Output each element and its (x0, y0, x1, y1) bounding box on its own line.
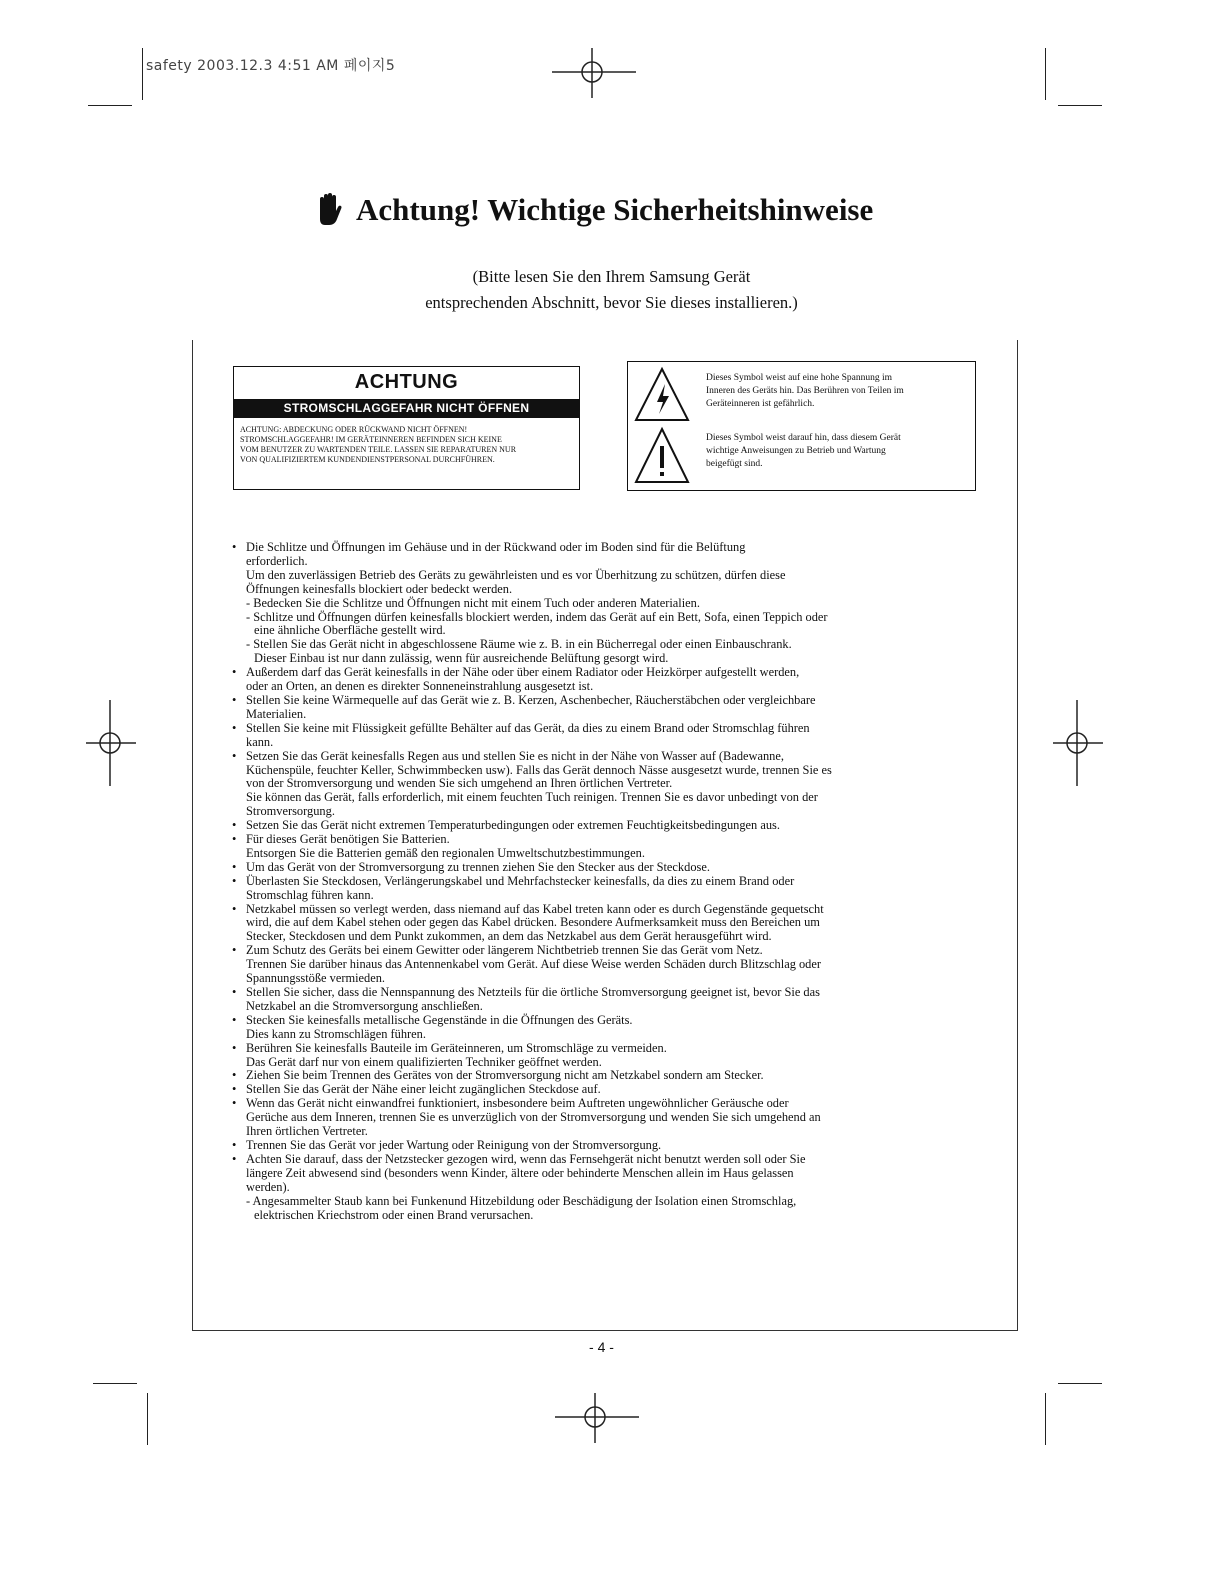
crop-mark (93, 1383, 137, 1384)
info-symbol-text (706, 432, 971, 471)
hand-stop-icon (316, 193, 342, 227)
list-item-line: Stellen Sie sicher, dass die Nennspannung des Netzteils für die örtliche Stromversorgung geeignet ist, bevor Sie das (246, 985, 820, 999)
list-item-line: eine ähnliche Oberfläche gestellt wird. (254, 623, 446, 638)
bullet-icon: • (232, 1151, 237, 1166)
bullet-icon: • (232, 1012, 237, 1027)
symbol-legend-box (627, 361, 976, 491)
list-item-line: Stromschlag führen kann. (246, 887, 374, 902)
registration-mark-icon (555, 1393, 639, 1443)
safety-instructions-list (232, 541, 992, 1222)
list-item-line: - Schlitze und Öffnungen dürfen keinesfalls blockiert werden, indem das Gerät auf ein Bett, Sofa, einen Teppich oder (246, 609, 828, 624)
list-item-line: Die Schlitze und Öffnungen im Gehäuse und in der Rückwand oder im Boden sind für die Belüftung (246, 540, 746, 554)
print-stamp: safety 2003.12.3 4:51 AM 페이지5 (146, 58, 396, 74)
registration-mark-icon (86, 700, 136, 786)
warning-line: VON QUALIFIZIERTEM KUNDENDIENSTPERSONAL DURCHFÜHREN. (240, 455, 495, 464)
list-item-line: Zum Schutz des Geräts bei einem Gewitter oder längerem Nichtbetrieb trennen Sie das Gerät vom Netz. (246, 943, 763, 958)
list-item-line: Stecker, Steckdosen und dem Punkt zukommen, an dem das Netzkabel aus dem Gerät herausgeführt wird. (246, 929, 772, 944)
crop-mark (1058, 1383, 1102, 1384)
list-item (232, 666, 992, 694)
list-item-line: Überlasten Sie Steckdosen, Verlängerungskabel und Mehrfachstecker keinesfalls, da dies zu einem Brand oder (246, 873, 795, 888)
bullet-icon: • (232, 1068, 237, 1083)
bullet-icon: • (232, 985, 237, 999)
bullet-icon: • (232, 692, 237, 707)
frame-bottom (192, 1330, 1018, 1331)
list-item-line: Ziehen Sie beim Trennen des Gerätes von der Stromversorgung nicht am Netzkabel sondern am Stecker. (246, 1068, 764, 1083)
warning-line: VOM BENUTZER ZU WARTENDEN TEILE. LASSEN SIE REPARATUREN NUR (240, 445, 517, 454)
list-item-line: Stellen Sie keine mit Flüssigkeit gefüllte Behälter auf das Gerät, da dies zu einem Brand oder Stromschlag führen (246, 720, 810, 735)
list-item-line: Wenn das Gerät nicht einwandfrei funktioniert, insbesondere beim Auftreten ungewöhnlicher Geräusche oder (246, 1096, 789, 1111)
high-voltage-icon (633, 366, 691, 424)
list-item-line: Spannungsstöße vermieden. (246, 971, 386, 986)
bullet-icon: • (232, 943, 237, 958)
crop-mark (88, 105, 132, 106)
list-item-line: oder an Orten, an denen es direkter Sonneneinstrahlung ausgesetzt ist. (246, 679, 594, 694)
list-item-line: Setzen Sie das Gerät nicht extremen Temperaturbedingungen oder extremen Feuchtigkeitsbedingungen aus. (246, 818, 780, 833)
crop-mark (1045, 1393, 1046, 1445)
list-item-line: von der Stromversorgung und wenden Sie sich umgehend an Ihren örtlichen Vertreter. (246, 776, 673, 791)
list-item-line: kann. (246, 734, 274, 749)
list-item-line: Das Gerät darf nur von einem qualifizierten Techniker geöffnet werden. (246, 1054, 602, 1069)
warning-line: ACHTUNG: ABDECKUNG ODER RÜCKWAND NICHT ÖFFNEN! (240, 425, 468, 434)
warning-body (234, 418, 579, 465)
list-item-line: Öffnungen keinesfalls blockiert oder bedeckt werden. (246, 581, 513, 596)
bullet-icon: • (232, 1082, 237, 1097)
list-item-line: Um den zuverlässigen Betrieb des Geräts zu gewährleisten und es vor Überhitzung zu schützen, dürfen diese (246, 567, 786, 582)
symbol-text-line: Dieses Symbol weist auf eine hohe Spannung im (706, 373, 893, 383)
bullet-icon: • (232, 665, 237, 680)
list-item-line: Dieser Einbau ist nur dann zulässig, wenn für ausreichende Belüftung gesorgt wird. (254, 651, 669, 666)
list-item (232, 1153, 992, 1223)
list-item-line: Außerdem darf das Gerät keinesfalls in der Nähe oder über einem Radiator oder Heizkörper aufgestellt werden, (246, 665, 800, 680)
list-item-line: Netzkabel müssen so verlegt werden, dass niemand auf das Kabel treten kann oder es durch Gegenstände gequetscht (246, 901, 824, 916)
warning-title: ACHTUNG (354, 371, 459, 393)
subtitle-line: entsprechenden Abschnitt, bevor Sie dieses installieren.) (425, 293, 798, 312)
list-item-line: Um das Gerät von der Stromversorgung zu trennen ziehen Sie den Stecker aus der Steckdose. (246, 859, 710, 874)
list-item-line: wird, die auf dem Kabel stehen oder gegen das Kabel drücken. Besondere Aufmerksamkeit muss den Bereichen um (246, 915, 820, 930)
list-item-line: Stellen Sie das Gerät der Nähe einer leicht zugänglichen Steckdose auf. (246, 1082, 601, 1097)
list-item (232, 541, 992, 666)
list-item (232, 944, 992, 986)
list-item-line: - Stellen Sie das Gerät nicht in abgeschlossene Räume wie z. B. in ein Bücherregal oder einen Einbauschrank. (246, 637, 792, 652)
list-item (232, 694, 992, 722)
symbol-text-line: Dieses Symbol weist darauf hin, dass diesem Gerät (706, 433, 901, 443)
bullet-icon: • (232, 1040, 237, 1055)
list-item-line: Stecken Sie keinesfalls metallische Gegenstände in die Öffnungen des Geräts. (246, 1012, 633, 1027)
frame-right (1017, 340, 1018, 1330)
list-item (232, 833, 992, 861)
list-item-line: Gerüche aus dem Inneren, trennen Sie es unverzüglich von der Stromversorgung und wenden Sie sich umgehend an (246, 1110, 821, 1125)
subtitle-line: (Bitte lesen Sie den Ihrem Samsung Gerät (472, 267, 751, 286)
list-item-line: Dies kann zu Stromschlägen führen. (246, 1026, 426, 1041)
crop-mark (147, 1393, 148, 1445)
list-item-line: Stromversorgung. (246, 804, 335, 819)
list-item (232, 1042, 992, 1070)
crop-mark (1058, 105, 1102, 106)
crop-mark (1045, 48, 1046, 100)
list-item (232, 722, 992, 750)
list-item-line: Für dieses Gerät benötigen Sie Batterien. (246, 832, 450, 847)
list-item (232, 819, 992, 833)
list-item-line: Trennen Sie das Gerät vor jeder Wartung oder Reinigung von der Stromversorgung. (246, 1137, 662, 1152)
list-item (232, 1139, 992, 1153)
list-item (232, 986, 992, 1014)
list-item (232, 1097, 992, 1139)
list-item-line: elektrischen Kriechstrom oder einen Brand verursachen. (254, 1207, 534, 1222)
list-item-line: Berühren Sie keinesfalls Bauteile im Geräteinneren, um Stromschläge zu vermeiden. (246, 1040, 667, 1055)
list-item-line: Materialien. (246, 706, 307, 721)
page-number: - 4 - (589, 1339, 614, 1355)
page-title (316, 192, 873, 228)
frame-left (192, 340, 193, 1330)
symbol-text-line: Inneren des Geräts hin. Das Berühren von Teilen im (706, 386, 904, 396)
warning-line: STROMSCHLAGGEFAHR! IM GERÄTEINNEREN BEFINDEN SICH KEINE (240, 435, 502, 444)
bullet-icon: • (232, 873, 237, 888)
list-item-line: Entsorgen Sie die Batterien gemäß den regionalen Umweltschutzbestimmungen. (246, 845, 645, 860)
voltage-symbol-text (706, 372, 971, 411)
list-item-line: Netzkabel an die Stromversorgung anschließen. (246, 998, 483, 1013)
list-item-line: Achten Sie darauf, dass der Netzstecker gezogen wird, wenn das Fernsehgerät nicht benutzt werden soll oder Sie (246, 1151, 806, 1166)
list-item (232, 1069, 992, 1083)
subtitle (0, 264, 1223, 316)
list-item (232, 903, 992, 945)
list-item-line: Küchenspüle, feuchter Keller, Schwimmbecken usw). Falls das Gerät dennoch Nässe ausgesetzt wurde, trennen Sie es (246, 762, 832, 777)
list-item-line: - Angesammelter Staub kann bei Funkenund Hitzebildung oder Beschädigung der Isolation einen Stromschlag, (246, 1193, 797, 1208)
list-item (232, 861, 992, 875)
bullet-icon: • (232, 832, 237, 847)
exclamation-warning-icon (633, 426, 691, 486)
list-item-line: Trennen Sie darüber hinaus das Antennenkabel vom Gerät. Auf diese Weise werden Schäden durch Blitzschlag oder (246, 957, 822, 972)
list-item-line: Sie können das Gerät, falls erforderlich, mit einem feuchten Tuch reinigen. Trennen Sie es davor unbedingt von der (246, 790, 818, 805)
list-item-line: längere Zeit abwesend sind (besonders wenn Kinder, ältere oder behinderte Menschen allein im Haus gelassen (246, 1165, 794, 1180)
list-item (232, 875, 992, 903)
list-item (232, 1083, 992, 1097)
list-item-line: erforderlich. (246, 553, 308, 568)
list-item-line: Stellen Sie keine Wärmequelle auf das Gerät wie z. B. Kerzen, Aschenbecher, Räucherstäbchen oder vergleichbare (246, 692, 816, 707)
registration-mark-icon (552, 48, 636, 98)
warning-bar: STROMSCHLAGGEFAHR NICHT ÖFFNEN (234, 399, 579, 418)
bullet-icon: • (232, 859, 237, 874)
bullet-icon: • (232, 1137, 237, 1152)
list-item-line: Setzen Sie das Gerät keinesfalls Regen aus und stellen Sie es nicht in der Nähe von Wasser auf (Badewanne, (246, 748, 784, 763)
crop-mark (142, 48, 143, 100)
title-text: Achtung! Wichtige Sicherheitshinweise (356, 192, 874, 227)
bullet-icon: • (232, 1096, 237, 1111)
warning-label-box (233, 366, 580, 490)
bullet-icon: • (232, 720, 237, 735)
list-item (232, 1014, 992, 1042)
bullet-icon: • (232, 818, 237, 833)
list-item (232, 750, 992, 820)
symbol-text-line: wichtige Anweisungen zu Betrieb und Wartung (706, 446, 886, 456)
bullet-icon: • (232, 540, 237, 554)
list-item-line: werden). (246, 1179, 290, 1194)
bullet-icon: • (232, 901, 237, 916)
list-item-line: - Bedecken Sie die Schlitze und Öffnungen nicht mit einem Tuch oder anderen Materialien. (246, 595, 700, 610)
symbol-text-line: beigefügt sind. (706, 459, 763, 469)
bullet-icon: • (232, 748, 237, 763)
list-item-line: Ihren örtlichen Vertreter. (246, 1124, 368, 1139)
symbol-text-line: Geräteinneren ist gefährlich. (706, 399, 815, 409)
registration-mark-icon (1053, 700, 1103, 786)
